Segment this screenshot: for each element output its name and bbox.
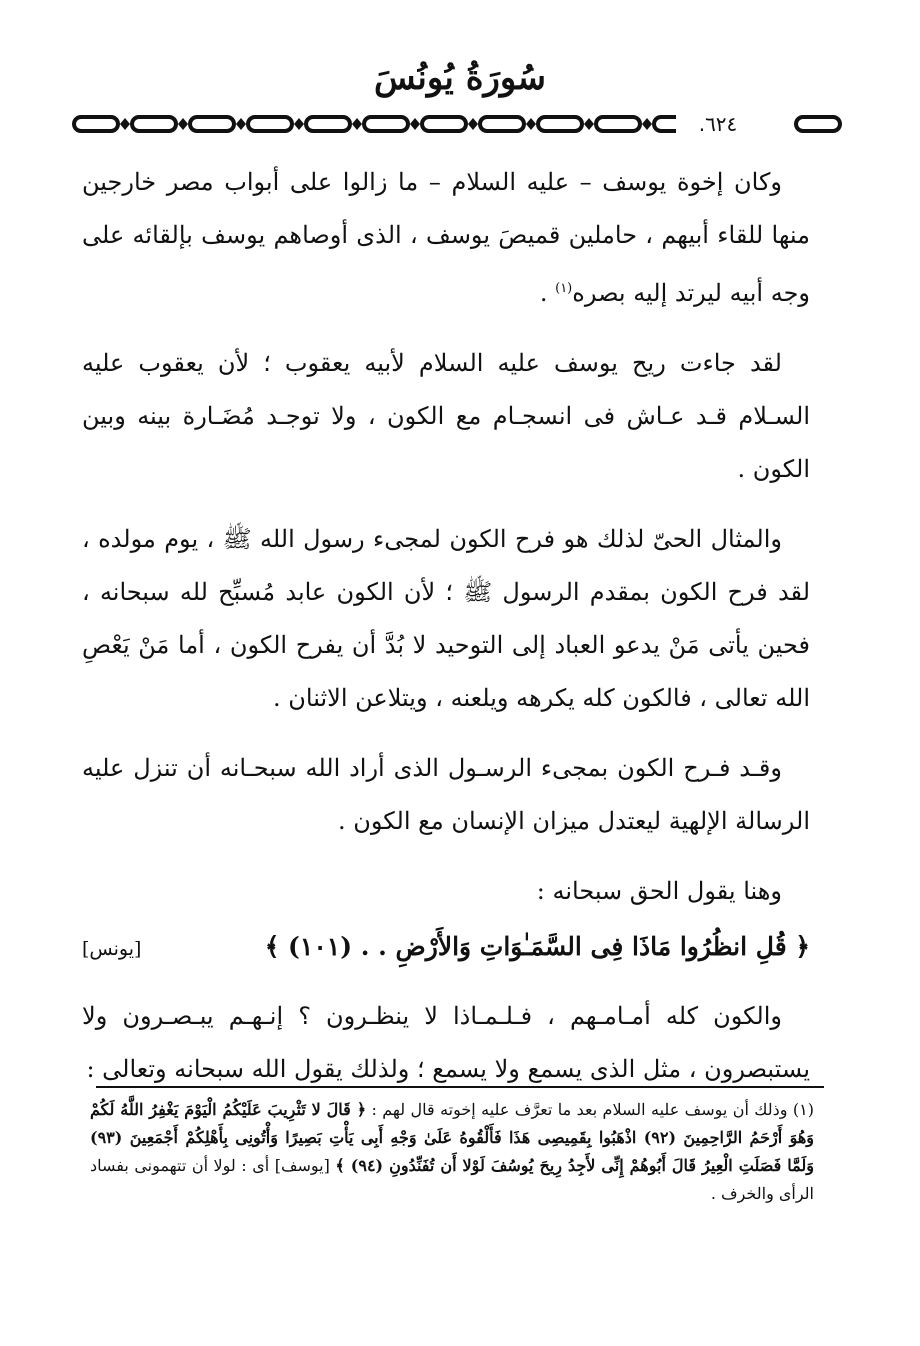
paragraph-1-end: . (539, 279, 556, 307)
paragraph-4: وقـد فـرح الكون بمجىء الرسـول الذى أراد الله سبحـانه أن تنزل عليه الرسالة الإلهية ليعتدل ميزان الإنسان مع الكون . (82, 754, 810, 835)
footnotes (90, 1096, 814, 1208)
footnote-marker: (١) (555, 281, 573, 296)
footnote-divider (96, 1086, 824, 1088)
paragraph-5: وهنا يقول الحق سبحانه : (536, 877, 782, 905)
footnote-verses: ﴿ قَالَ لا تَثْرِيبَ عَلَيْكُمُ الْيَوْمَ يَغْفِرُ اللَّهُ لَكُمْ وَهُوَ أَرْحَمُ الرَّاحِمِينَ (٩٢) اذْهَبُوا بِقَمِيصِى هَذَا فَأَلْقُوهُ عَلَىٰ وَجْهِ أَبِى يَأْتِ بَصِيرًا وَأْتُونِى بِأَهْلِكُمْ أَجْمَعِينَ (٩٣) وَلَمَّا فَصَلَتِ الْعِيرُ قَالَ أَبُوهُمْ إِنِّى لأَجِدُ رِيحَ يُوسُفَ لَوْلا أَن تُفَنِّدُونِ (٩٤) ﴾ (90, 1100, 815, 1175)
paragraph-2: لقد جاءت ريح يوسف عليه السلام لأبيه يعقوب ؛ لأن يعقوب عليه السـلام قـد عـاش فى انسجـام مع الكون ، ولا توجـد مُضَـارة بينه وبين الكون . (82, 349, 810, 483)
verse-reference: [يونس] (82, 938, 142, 960)
quran-verse-line (82, 920, 810, 976)
footnote-1 (90, 1096, 814, 1208)
paragraph-3: والمثال الحىّ لذلك هو فرح الكون لمجىء رسول الله ﷺ ، يوم مولده ، لقد فرح الكون بمقدم الرسول ﷺ ؛ لأن الكون عابد مُسبِّح لله سبحانه ، فحين يأتى مَنْ يدعو العباد إلى التوحيد لا بُدَّ أن يفرح الكون ، أما مَنْ يَعْصِ الله تعالى ، فالكون كله يكرهه ويلعنه ، ويتلاعن الاثنان . (82, 525, 810, 712)
main-text (82, 156, 810, 1096)
footnote-explanation: أى : لولا أن تتهمونى بفساد الرأى والخرف . (90, 1156, 814, 1203)
paragraph-6: والكون كله أمـامـهم ، فـلـمـاذا لا ينظـرون ؟ إنـهـم يبـصـرون ولا يستبصرون ، مثل الذى يسمع ولا يسمع ؛ ولذلك يقول الله سبحانه وتعالى : (82, 1002, 810, 1083)
footnote-ref: [يوسف] (269, 1156, 336, 1175)
surah-title: سُورَةُ يُونُسَ (374, 58, 546, 98)
quran-verse: ﴿ قُلِ انظُرُوا مَاذَا فِى السَّمَـٰوَاتِ وَالأَرْضِ . . (١٠١) ﴾ (264, 932, 810, 961)
paragraph-1-text: وكان إخوة يوسف – عليه السلام – ما زالوا على أبواب مصر خارجين منها للقاء أبيهم ، حاملين قميصَ يوسف ، الذى أوصاهم يوسف بإلقائه على وجه أبيه ليرتد إليه بصره (82, 168, 810, 307)
footnote-intro: (١) وذلك أن يوسف عليه السلام بعد ما تعرَّف عليه إخوته قال لهم : (366, 1100, 814, 1119)
page-number: ٦٢٤. (676, 113, 760, 135)
paragraph-1 (82, 156, 810, 320)
